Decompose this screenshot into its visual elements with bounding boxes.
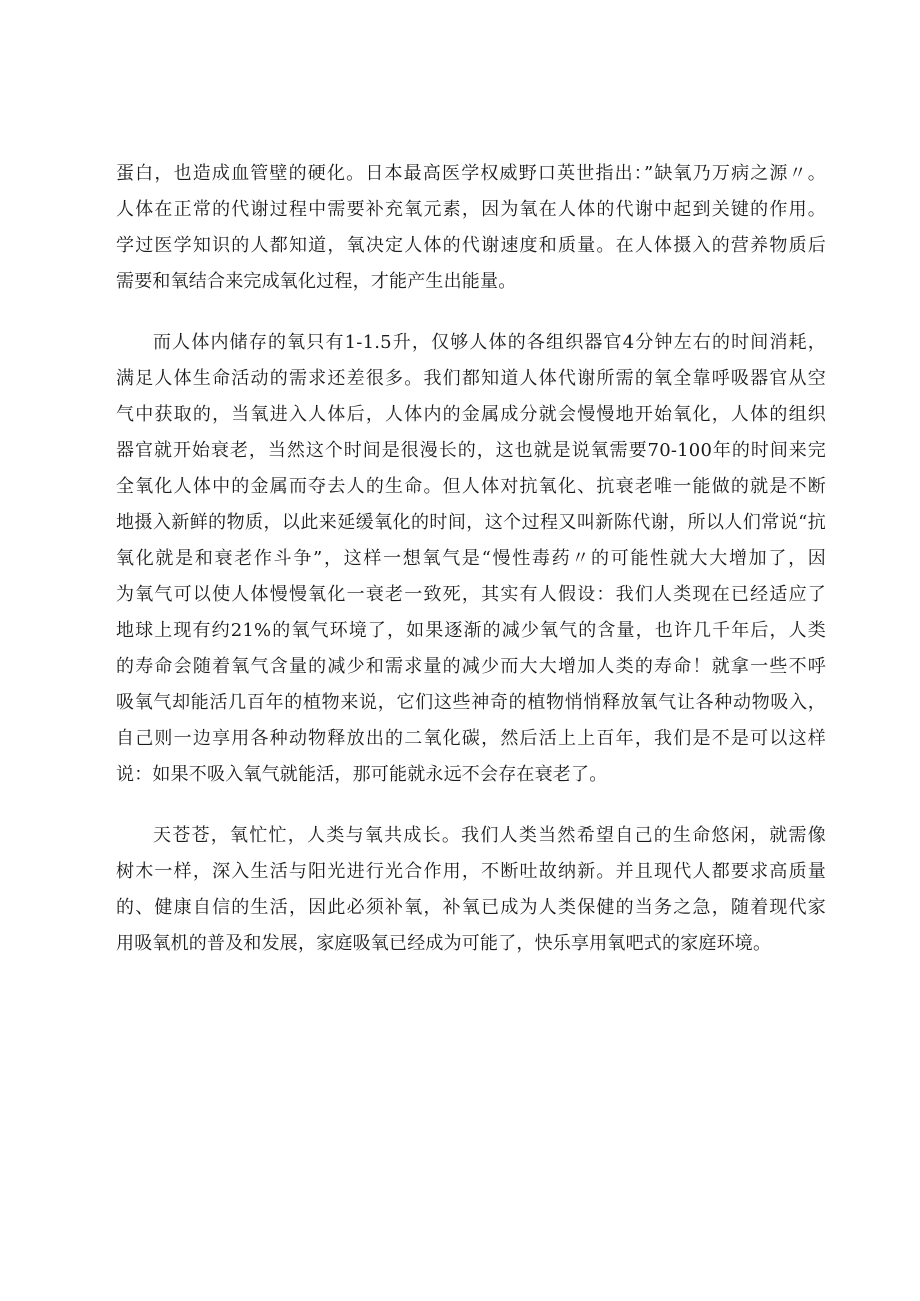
paragraph-line: 地摄入新鲜的物质，以此来延缓氧化的时间，这个过程又叫新陈代谢，所以人们常说“抗 [116, 512, 826, 533]
paragraph-line: 氧化就是和衰老作斗争”，这样一想氧气是“慢性毒药〃的可能性就大大增加了，因 [116, 548, 826, 569]
paragraph-line: 为氧气可以使人体慢慢氧化一衰老一致死，其实有人假设：我们人类现在已经适应了 [116, 584, 826, 605]
paragraph-line: 地球上现有约21%的氧气环境了，如果逐渐的减少氧气的含量，也许几千年后，人类 [116, 620, 826, 641]
paragraph-line: 蛋白，也造成血管壁的硬化。日本最高医学权威野口英世指出：”缺氧乃万病之源〃。 [116, 163, 826, 184]
paragraph-line: 的寿命会随着氧气含量的减少和需求量的减少而大大增加人类的寿命！就拿一些不呼 [116, 656, 826, 677]
paragraph-line: 学过医学知识的人都知道，氧决定人体的代谢速度和质量。在人体摄入的营养物质后 [116, 235, 826, 256]
paragraph-line: 气中获取的，当氧进入人体后，人体内的金属成分就会慢慢地开始氧化，人体的组织 [116, 404, 826, 425]
paragraph-2 [116, 325, 826, 793]
paragraph-line: 自己则一边享用各种动物释放出的二氧化碳，然后活上上百年，我们是不是可以这样 [116, 728, 826, 749]
paragraph-line: 树木一样，深入生活与阳光进行光合作用，不断吐故纳新。并且现代人都要求高质量 [116, 861, 826, 882]
paragraph-line: 器官就开始衰老，当然这个时间是很漫长的，这也就是说氧需要70-100年的时间来完 [116, 440, 826, 461]
paragraph-line: 说：如果不吸入氧气就能活，那可能就永远不会存在衰老了。 [116, 764, 608, 785]
paragraph-line: 吸氧气却能活几百年的植物来说，它们这些神奇的植物悄悄释放氧气让各种动物吸入， [116, 692, 826, 713]
paragraph-line: 需要和氧结合来完成氧化过程，才能产生出能量。 [116, 271, 517, 292]
paragraph-line: 用吸氧机的普及和发展，家庭吸氧已经成为可能了，快乐享用氧吧式的家庭环境。 [116, 933, 772, 954]
paragraph-line: 全氧化人体中的金属而夺去人的生命。但人体对抗氧化、抗衰老唯一能做的就是不断 [116, 476, 826, 497]
paragraph-line: 满足人体生命活动的需求还差很多。我们都知道人体代谢所需的氧全靠呼吸器官从空 [116, 368, 826, 389]
paragraph-line: 而人体内储存的氧只有1-1.5升，仅够人体的各组织器官4分钟左右的时间消耗， [153, 332, 826, 353]
paragraph-line: 人体在正常的代谢过程中需要补充氧元素，因为氧在人体的代谢中起到关键的作用。 [116, 199, 826, 220]
paragraph-1 [116, 156, 826, 300]
paragraph-3 [116, 818, 826, 962]
paragraph-line: 天苍苍，氧忙忙，人类与氧共成长。我们人类当然希望自己的生命悠闲，就需像 [153, 825, 826, 846]
paragraph-line: 的、健康自信的生活，因此必须补氧，补氧已成为人类保健的当务之急，随着现代家 [116, 897, 826, 918]
